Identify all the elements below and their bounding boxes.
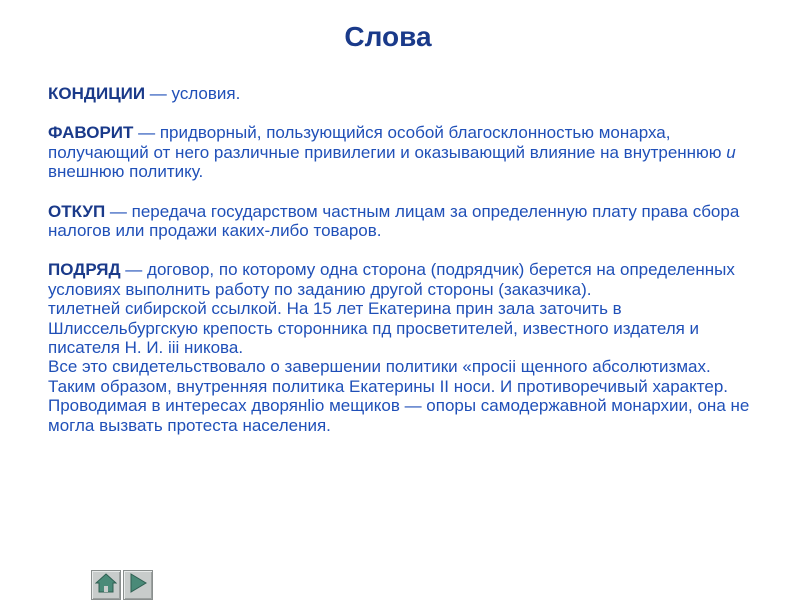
entry-definition: — придворный, пользующийся особой благосклонностью монарха, получающий от него различные привилегии и оказывающий влияние на внутреннюю [48,123,727,162]
entry-podryad [48,260,758,435]
entry-definition: — передача государством частным лицам за определенную плату права сбора налогов или продажи каких-либо товаров. [48,201,740,241]
home-icon [95,573,117,598]
extra-text-line: Таким образом, внутренняя политика Екатерины II носи. И противоречивый характер. Проводимая в интересах дворянlіо мещиков — опоры самодержавной монархии, она не могла вызвать протеста населения. [48,376,750,435]
slide-content [48,84,758,435]
slide-title: Слова [344,21,432,52]
entry-definition: внешнюю политику. [48,162,204,182]
extra-text-line: тилетней сибирской ссылкой. На 15 лет Екатерина прин зала заточить в Шлиссельбургскую крепость сторонника пд просветителей, известного издателя и писателя Н. И. iii никова. [48,299,700,358]
entry-definition: — условия. [145,84,241,103]
entry-otkup [48,202,758,241]
navigation-bar [91,570,153,600]
home-button[interactable] [91,570,121,600]
entry-favorit [48,123,758,181]
entry-konditsii [48,84,758,103]
entry-definition-italic: и [726,142,736,162]
next-slide-button[interactable] [123,570,153,600]
entry-term: КОНДИЦИИ [48,84,146,103]
extra-text-line: Все это свидетельствовало о завершении политики «просiі щенного абсолютизмах. [48,357,711,377]
entry-term: ФАВОРИТ [48,123,134,143]
entry-term: ОТКУП [48,201,106,221]
entry-definition: — договор, по которому одна сторона (подрядчик) берется на определенных условиях выполнить работу по заданию другой стороны (заказчика). [48,260,735,299]
entry-term: ПОДРЯД [48,260,121,280]
play-right-icon [128,573,148,598]
